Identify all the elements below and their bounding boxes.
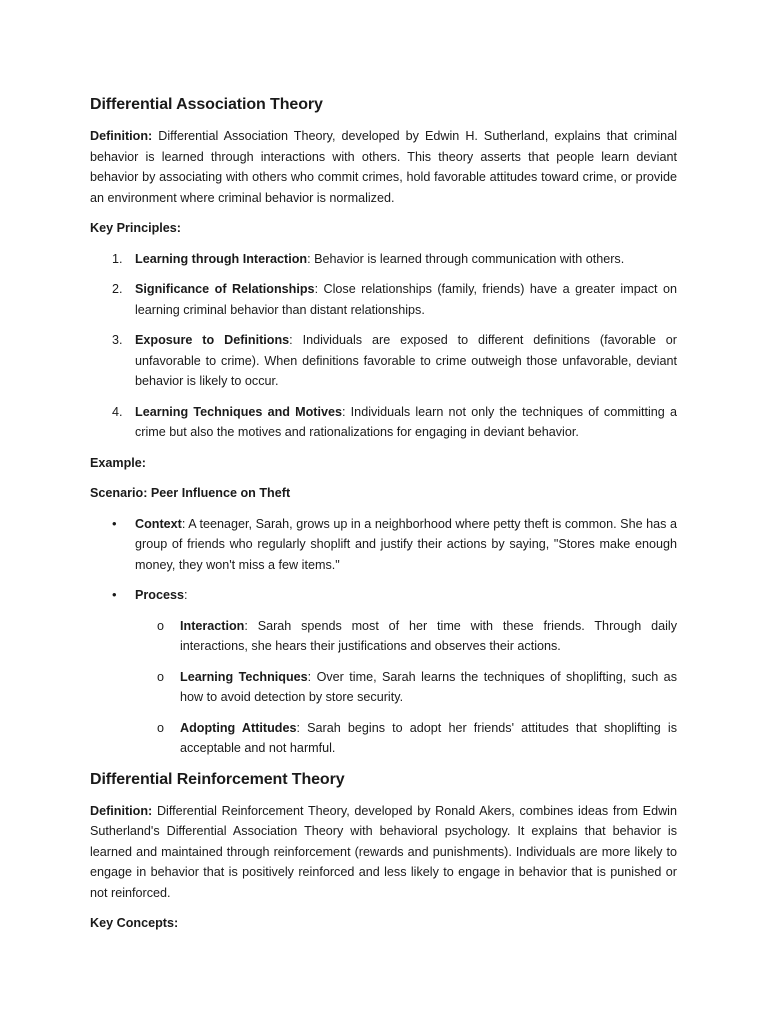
section-title-differential-association: Differential Association Theory: [90, 96, 323, 113]
circle-bullet-icon: o: [157, 720, 165, 735]
context-term: Context: [135, 516, 182, 531]
sub-item: [135, 718, 677, 759]
definition-text: Differential Reinforcement Theory, developed by Ronald Akers, combines ideas from Edwin Sutherland's Differential Association Theory with behavioral psychology. It explains that behavior is learned and maintained through reinforcement (rewards and punishments). Individuals are more likely to engage in behavior that is positively reinforced and less likely to engage in behavior that is punished or not reinforced.: [90, 803, 677, 900]
circle-bullet-icon: o: [157, 669, 165, 684]
list-number: 3.: [112, 333, 123, 347]
sub-item: [135, 616, 677, 657]
scenario-label: Scenario: Peer Influence on Theft: [90, 486, 291, 500]
definition-text: Differential Association Theory, developed by Edwin H. Sutherland, explains that criminal behavior is learned through interactions with others. This theory asserts that people learn deviant behavior by associating with others who commit crimes, hold favorable attitudes toward crime, or provide an environment where criminal behavior is normalized.: [90, 129, 677, 205]
list-number: 4.: [112, 404, 123, 419]
principle-item: [90, 249, 677, 270]
principle-text: : Behavior is learned through communication with others.: [307, 251, 625, 266]
principle-term: Exposure to Definitions: [135, 333, 290, 347]
definition-label: Definition:: [90, 129, 153, 143]
process-sub-list: [135, 616, 677, 759]
process-term: Process: [135, 588, 185, 602]
sub-item-term: Adopting Attitudes: [180, 720, 297, 735]
list-number: 2.: [112, 282, 123, 296]
circle-bullet-icon: o: [157, 618, 165, 633]
definition-label: Definition:: [90, 803, 153, 818]
principle-item: [90, 279, 677, 320]
principle-text: : Individuals learn not only the techniques of committing a crime but also the motives and rationalizations for engaging in deviant behavior.: [135, 404, 677, 439]
principle-item: [90, 402, 677, 443]
list-number: 1.: [112, 251, 123, 266]
principle-term: Significance of Relationships: [135, 282, 315, 296]
principle-text: : Individuals are exposed to different definitions (favorable or unfavorable to crime). When definitions favorable to crime outweigh those unfavorable, deviant behavior is likely to occur.: [135, 333, 677, 388]
sub-item-term: Learning Techniques: [180, 669, 308, 684]
example-label: Example:: [90, 455, 146, 470]
context-text: : A teenager, Sarah, grows up in a neighborhood where petty theft is common. She has a group of friends who regularly shoplift and justify their actions by saying, "Stores make enough money, they won't miss a few items.": [135, 516, 677, 572]
sub-item-term: Interaction: [180, 618, 245, 633]
principle-text: : Close relationships (family, friends) have a greater impact on learning criminal behavior than distant relationships.: [135, 282, 677, 317]
process-text: :: [184, 588, 188, 602]
sub-item: [135, 667, 677, 708]
bullet-icon: •: [112, 515, 117, 531]
bullet-item-context: [90, 514, 677, 576]
definition-paragraph: [90, 126, 677, 208]
sub-item-text: : Over time, Sarah learns the techniques of shoplifting, such as how to avoid detection by store security.: [180, 669, 677, 704]
document-content: [90, 94, 677, 934]
bullet-icon: •: [112, 587, 117, 602]
principle-term: Learning Techniques and Motives: [135, 404, 343, 419]
key-principles-list: [90, 249, 677, 443]
sub-item-text: : Sarah spends most of her time with these friends. Through daily interactions, she hears their justifications and observes their actions.: [180, 618, 677, 653]
principle-item: [90, 330, 677, 392]
scenario-bullet-list: [90, 514, 677, 759]
bullet-item-process: [90, 585, 677, 759]
principle-term: Learning through Interaction: [135, 251, 308, 266]
definition-paragraph-2: [90, 801, 677, 904]
sub-item-text: : Sarah begins to adopt her friends' attitudes that shoplifting is acceptable and not harmful.: [180, 720, 677, 755]
key-principles-label: Key Principles:: [90, 221, 181, 235]
section-title-differential-reinforcement: Differential Reinforcement Theory: [90, 770, 345, 788]
key-concepts-label: Key Concepts:: [90, 916, 179, 930]
